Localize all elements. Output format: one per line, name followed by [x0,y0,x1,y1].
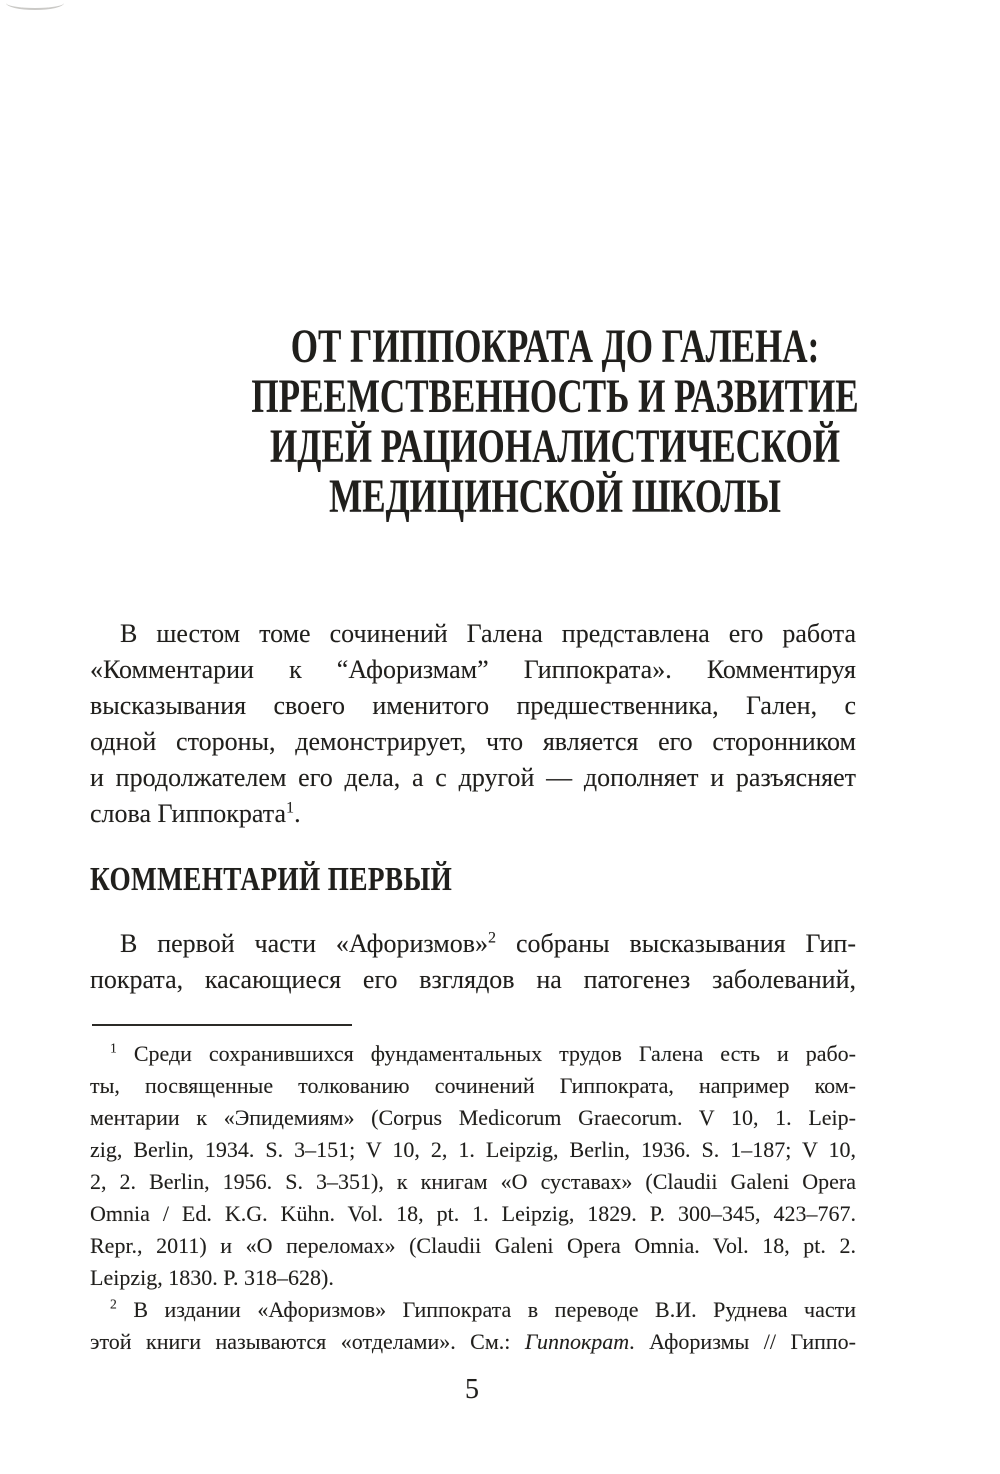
line-text: . Афоризмы // Гиппо- [629,1329,856,1354]
text-line: высказывания своего именитого предшественника, Гален, с [90,691,856,720]
footnote-1-line [90,1038,856,1070]
footnote-1-line: zig, Berlin, 1934. S. 3–151; V 10, 2, 1. Leipzig, Berlin, 1936. S. 1–187; V 10, [90,1137,856,1162]
text-line [90,926,856,962]
section-paragraph [90,926,856,998]
footnotes-block [90,1038,856,1358]
text-line: одной стороны, демонстрирует, что является его сторонником [90,727,856,756]
footnote-1-line: Repr., 2011) и «О переломах» (Claudii Galeni Opera Omnia. Vol. 18, pt. 2. [90,1233,856,1258]
footnote-1-line: Leipzig, 1830. P. 318–628). [90,1265,334,1290]
line-text: этой книги называются «отделами». См.: [90,1329,525,1354]
line-text: В издании «Афоризмов» Гиппократа в переводе В.И. Руднева части [133,1297,856,1322]
footnote-1-line: ты, посвященные толкованию сочинений Гиппократа, например ком- [90,1073,856,1098]
intro-paragraph [90,616,856,832]
footnote-2-marker: 2 [110,1296,117,1312]
line-text: собраны высказывания Гип- [496,929,856,958]
footnote-2-line [90,1294,856,1326]
line-text: Среди сохранившихся фундаментальных трудов Галена есть и рабо- [133,1041,857,1066]
footnote-1-line: 2, 2. Berlin, 1956. S. 3–351), к книгам «О суставах» (Claudii Galeni Opera [90,1169,856,1194]
line-text: В первой части «Афоризмов» [120,929,489,958]
chapter-title-line-1: ОТ ГИППОКРАТА ДО ГАЛЕНА: [290,320,820,373]
line-text: слова Гиппократа [90,799,286,828]
cited-author-italic: Гиппократ [524,1329,630,1354]
page-number: 5 [465,1374,479,1405]
line-text: В шестом томе сочинений Галена представлена его работа [120,619,856,648]
scan-smudge [6,0,64,10]
line-text: . [294,799,301,828]
text-line: пократа, касающиеся его взглядов на патогенез заболеваний, [90,965,856,994]
chapter-title-line-2: ПРЕЕМСТВЕННОСТЬ И РАЗВИТИЕ [251,370,859,423]
footnote-1-line: ментарии к «Эпидемиям» (Corpus Medicorum Graecorum. V 10, 1. Leip- [90,1105,856,1130]
footnote-1-line: Omnia / Ed. K.G. Kühn. Vol. 18, pt. 1. Leipzig, 1829. P. 300–345, 423–767. [90,1201,856,1226]
footnote-reference-1: 1 [286,799,295,817]
footnote-1-marker: 1 [110,1040,117,1056]
chapter-title [55,322,1000,522]
text-line [90,616,856,652]
text-line: «Комментарии к “Афоризмам” Гиппократа». Комментируя [90,655,856,684]
chapter-title-line-3: ИДЕЙ РАЦИОНАЛИСТИЧЕСКОЙ [269,420,841,473]
footnote-reference-2: 2 [488,929,497,947]
section-heading: КОММЕНТАРИЙ ПЕРВЫЙ [90,861,453,898]
footnote-separator-rule [92,1024,352,1026]
footnote-2-line [90,1326,856,1358]
text-line [90,796,856,832]
chapter-title-line-4: МЕДИЦИНСКОЙ ШКОЛЫ [329,470,781,523]
text-line: и продолжателем его дела, а с другой — дополняет и разъясняет [90,763,856,792]
